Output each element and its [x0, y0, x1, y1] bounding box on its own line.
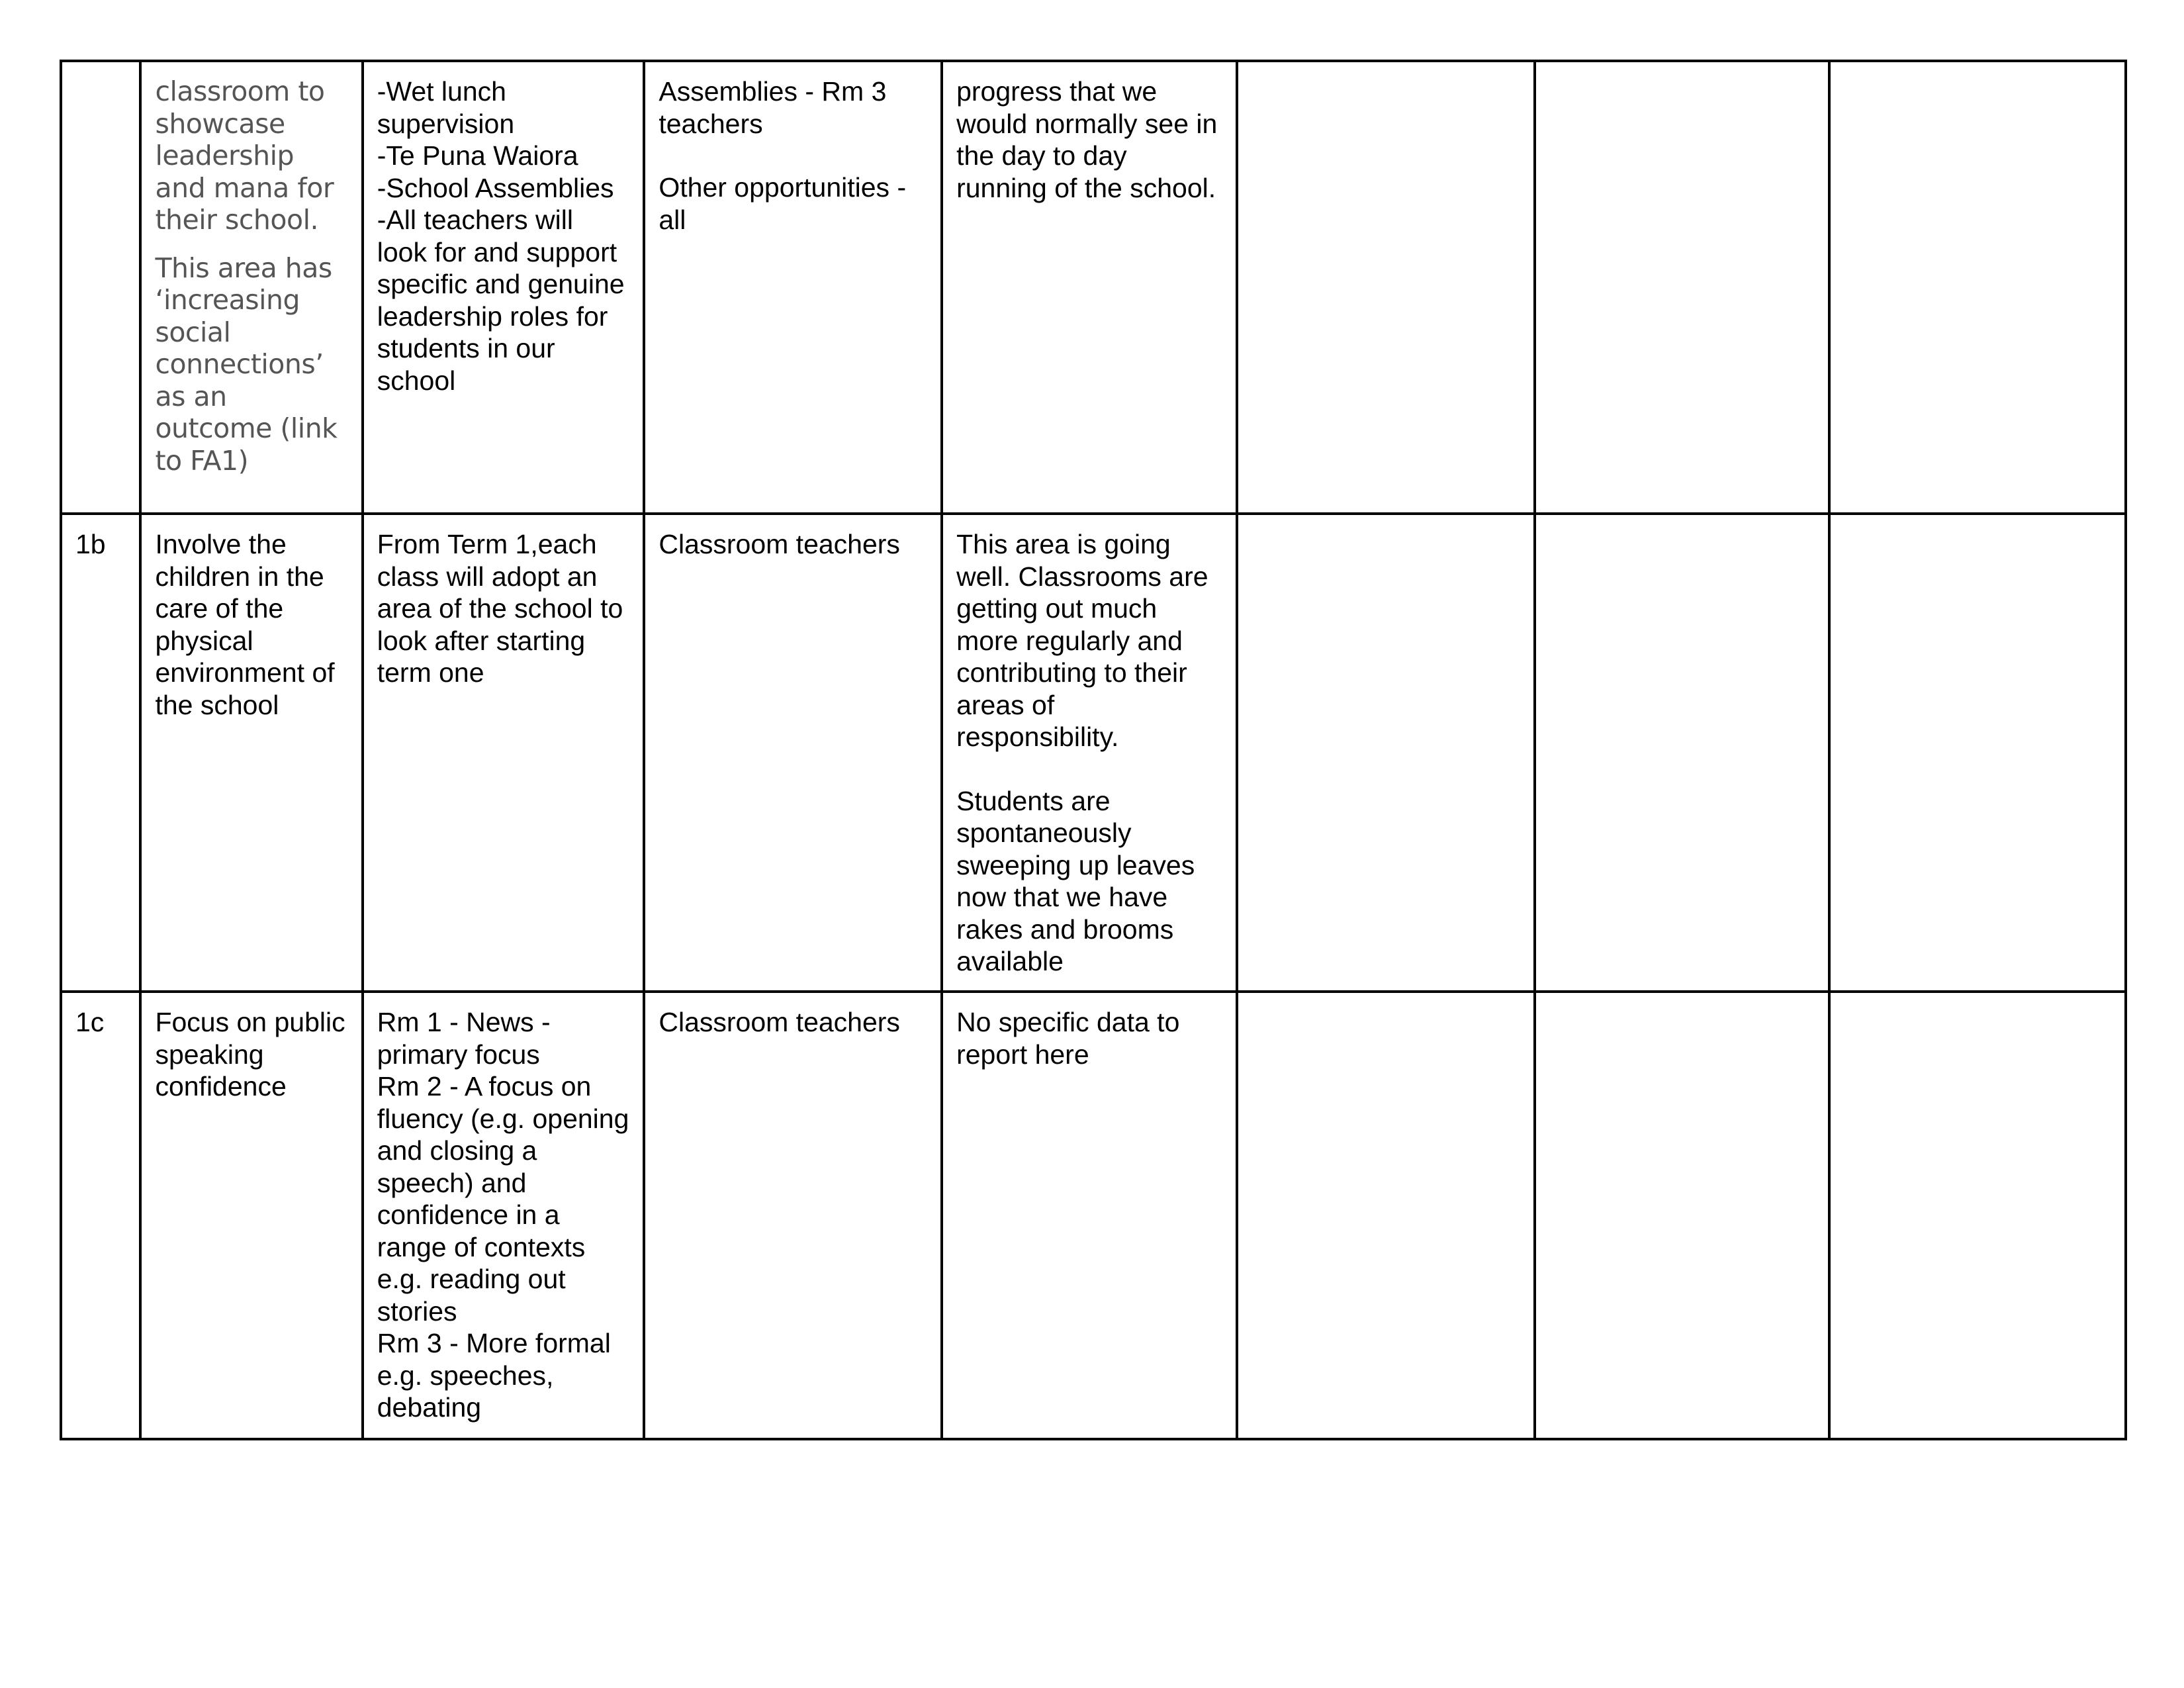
activities-cell [363, 992, 645, 1439]
empty-cell [1829, 992, 2126, 1439]
activity-line: -School Assemblies [377, 172, 614, 203]
row-id: 1c [75, 1007, 105, 1037]
row-id: 1b [75, 529, 106, 559]
action-note: This area has ‘increasing social connections’ as an outcome (link to FA1) [155, 252, 338, 477]
activity-line: From Term 1,each class will adopt an area of the school to look after starting term one [377, 529, 623, 688]
responsible-cell [644, 61, 942, 514]
activity-line: Rm 1 - News - primary focus [377, 1007, 551, 1070]
empty-cell [1535, 61, 1830, 514]
row-id-cell [61, 61, 140, 514]
empty-cell [1535, 992, 1830, 1439]
responsible-text: Classroom teachers [659, 529, 900, 559]
row-id-cell [61, 992, 140, 1439]
action-cell [140, 61, 362, 514]
responsible-text: Assemblies - Rm 3 teachers [659, 76, 887, 139]
progress-cell [942, 61, 1237, 514]
empty-cell [1237, 61, 1535, 514]
activity-line: Rm 3 - More formal e.g. speeches, debating [377, 1328, 611, 1423]
table-row [61, 61, 2126, 514]
activity-line: Rm 2 - A focus on fluency (e.g. opening and closing a speech) and confidence in a range of contexts e.g. reading out stories [377, 1071, 629, 1327]
activity-line: -Te Puna Waiora [377, 140, 578, 171]
activities-cell [363, 514, 645, 992]
progress-cell [942, 992, 1237, 1439]
empty-cell [1237, 514, 1535, 992]
activities-cell [363, 61, 645, 514]
progress-text: progress that we would normally see in the day to day running of the school. [956, 76, 1218, 203]
progress-text: No specific data to report here [956, 1007, 1180, 1070]
action-cell [140, 992, 362, 1439]
activity-line: -Wet lunch supervision [377, 76, 515, 139]
action-text: Focus on public speaking confidence [155, 1007, 345, 1102]
responsible-text: Other opportunities - all [659, 172, 907, 235]
table-row [61, 514, 2126, 992]
empty-cell [1829, 514, 2126, 992]
responsible-cell [644, 514, 942, 992]
table-row [61, 992, 2126, 1439]
empty-cell [1829, 61, 2126, 514]
action-text: classroom to showcase leadership and mana for their school. [155, 75, 334, 236]
row-id-cell [61, 514, 140, 992]
responsible-cell [644, 992, 942, 1439]
empty-cell [1237, 992, 1535, 1439]
progress-text: Students are spontaneously sweeping up leaves now that we have rakes and brooms available [956, 785, 1195, 976]
plan-table [60, 60, 2127, 1440]
progress-text: This area is going well. Classrooms are getting out much more regularly and contributing to their areas of responsibility. [956, 529, 1208, 752]
responsible-text: Classroom teachers [659, 1007, 900, 1037]
action-text: Involve the children in the care of the physical environment of the school [155, 529, 335, 720]
action-cell [140, 514, 362, 992]
empty-cell [1535, 514, 1830, 992]
activity-line: -All teachers will look for and support specific and genuine leadership roles for students in our school [377, 205, 625, 396]
progress-cell [942, 514, 1237, 992]
